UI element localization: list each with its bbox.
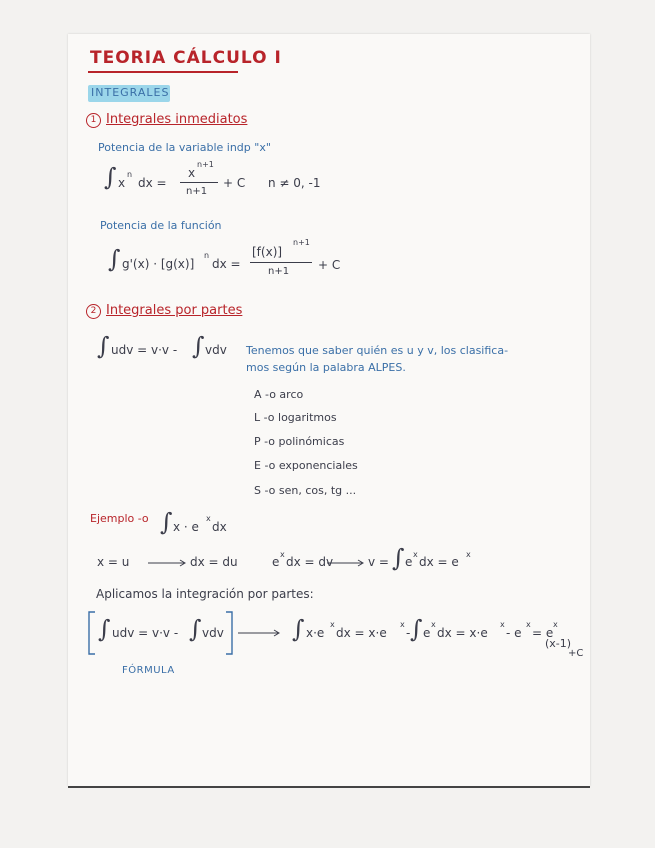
alpes-item: P -o polinómicas: [254, 435, 345, 448]
result-exp: x: [330, 620, 335, 629]
parts-formula-left: udv = v·v -: [111, 343, 178, 357]
formula1-dx: dx =: [138, 176, 167, 190]
example-label: Ejemplo -o: [90, 512, 149, 525]
result-exp: x: [500, 620, 505, 629]
subtitle: INTEGRALES: [91, 86, 170, 99]
parts-description-line1: Tenemos que saber quién es u y v, los clasifica-: [246, 344, 509, 357]
example-dv-exp: x: [280, 550, 285, 559]
example-dv: dx = dv: [286, 555, 334, 569]
result-minus-e: - e: [506, 626, 522, 640]
integral-sign: ∫: [189, 615, 202, 643]
integral-sign: ∫: [410, 615, 423, 643]
result-exp: x: [431, 620, 436, 629]
example-v: v =: [368, 555, 389, 569]
alpes-item: L -o logaritmos: [254, 411, 337, 424]
result-exp: x: [553, 620, 558, 629]
integral-sign: ∫: [104, 163, 117, 191]
formula2-exponent: n: [204, 251, 210, 260]
note-power-function: Potencia de la función: [100, 219, 222, 232]
bracket-right: [226, 612, 232, 654]
bracket-left: [89, 612, 95, 654]
example-integrand-exp: x: [206, 514, 211, 523]
section-1-heading: Integrales inmediatos: [106, 112, 248, 127]
example-integrand-dx: dx: [212, 520, 227, 534]
result-e: e: [423, 626, 431, 640]
formula2-dx: dx =: [212, 257, 241, 271]
formula1-denominator: n+1: [186, 186, 208, 197]
result-step1: dx = x·e: [336, 626, 387, 640]
result-integrand: x·e: [306, 626, 325, 640]
result-step2: dx = x·e: [437, 626, 488, 640]
result-factor: (x-1): [545, 637, 572, 650]
integral-sign: ∫: [292, 615, 305, 643]
alpes-item: E -o exponenciales: [254, 459, 358, 472]
result-exp: x: [526, 620, 531, 629]
section-2-heading: Integrales por partes: [106, 303, 243, 318]
integral-sign: ∫: [192, 332, 205, 360]
note-power-variable: Potencia de la variable indp "x": [98, 141, 271, 154]
formula2-numerator-exp: n+1: [293, 238, 310, 247]
integral-sign: ∫: [392, 544, 405, 572]
integral-sign: ∫: [97, 332, 110, 360]
example-du: dx = du: [190, 555, 238, 569]
result-constant: +C: [568, 648, 584, 659]
example-v-result: dx = e: [419, 555, 459, 569]
integral-sign: ∫: [98, 615, 111, 643]
example-v-result-exp: x: [466, 550, 471, 559]
result-exp: x: [400, 620, 405, 629]
alpes-item: A -o arco: [254, 388, 304, 401]
formula1-exponent: n: [127, 170, 133, 179]
integral-sign: ∫: [108, 245, 121, 273]
formula1-numerator: x: [188, 166, 196, 180]
formula-label: FÓRMULA: [122, 665, 175, 676]
section-2-number: 2: [86, 304, 101, 319]
section-1-number: 1: [86, 113, 101, 128]
result-equals-e: = e: [532, 626, 554, 640]
formula2-numerator: [f(x)]: [252, 245, 283, 259]
boxed-formula-right: vdv: [202, 626, 224, 640]
formula2-denominator: n+1: [268, 266, 290, 277]
parts-description-line2: mos según la palabra ALPES.: [246, 361, 406, 374]
alpes-item: S -o sen, cos, tg ...: [254, 484, 357, 497]
formula1-condition: n ≠ 0, -1: [268, 176, 321, 190]
formula2-integrand: g'(x) · [g(x)]: [122, 257, 195, 271]
page-title: TEORIA CÁLCULO I: [90, 48, 282, 68]
formula1-constant: + C: [223, 176, 246, 190]
apply-parts-text: Aplicamos la integración por partes:: [96, 587, 314, 601]
integral-sign: ∫: [160, 508, 173, 536]
formula1-integrand: x: [118, 176, 126, 190]
example-v-exp: x: [413, 550, 418, 559]
boxed-formula-left: udv = v·v -: [112, 626, 179, 640]
example-dv-e: e: [272, 555, 280, 569]
example-v-e: e: [405, 555, 413, 569]
formula2-constant: + C: [318, 258, 341, 272]
formula1-numerator-exp: n+1: [197, 160, 214, 169]
example-u: x = u: [97, 555, 130, 569]
result-minus: -: [406, 626, 411, 640]
parts-formula-right: vdv: [205, 343, 227, 357]
example-integrand: x · e: [173, 520, 199, 534]
